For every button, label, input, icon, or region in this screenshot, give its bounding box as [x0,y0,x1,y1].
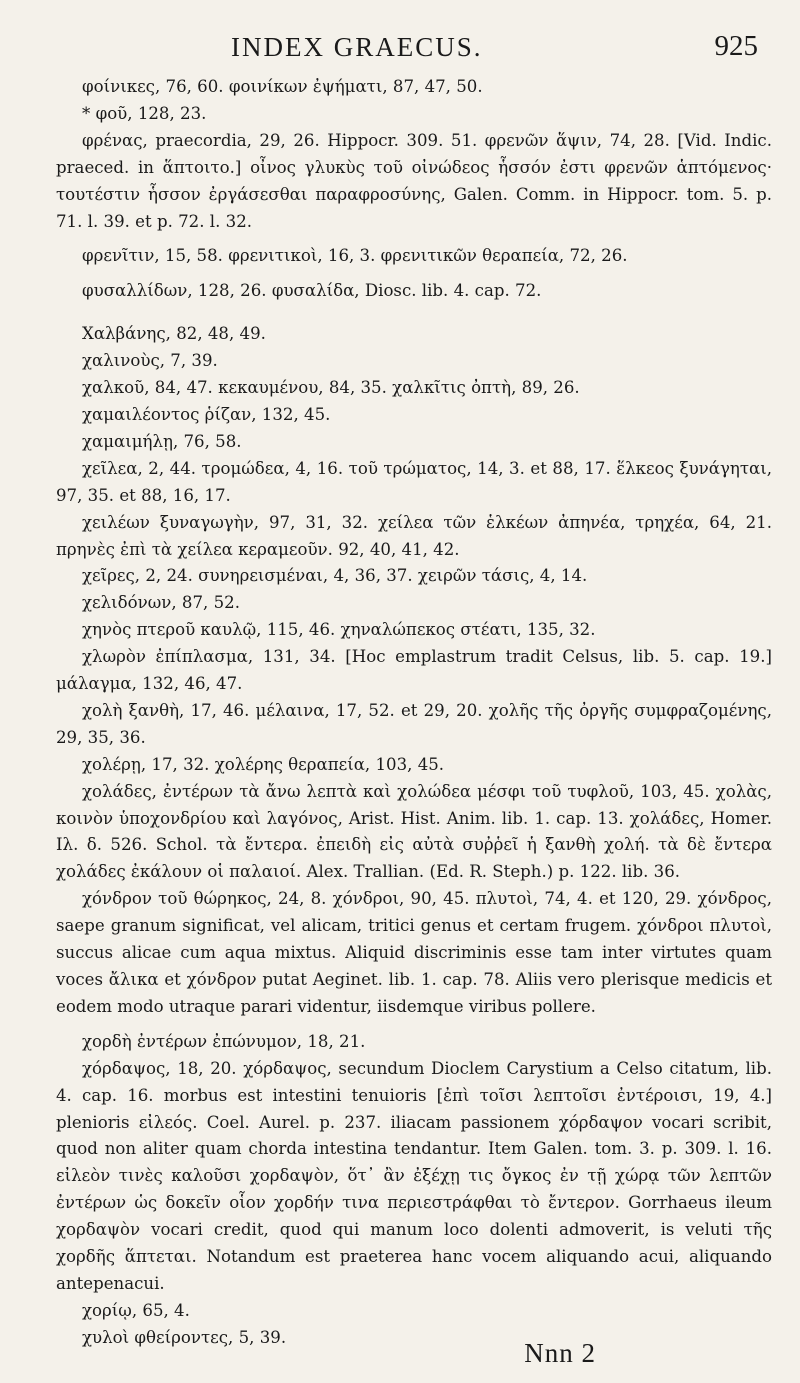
index-entry: χαλκοῦ, 84, 47. κεκαυμένου, 84, 35. χαλκῖτις ὀπτὴ, 89, 26. [82,378,580,398]
signature-mark: Nnn 2 [524,1338,596,1368]
index-entry: χυλοὶ φθείροντες, 5, 39. [82,1327,287,1347]
running-header [56,28,772,74]
index-entry: χολάδες, ἐντέρων τὰ ἄνω λεπτὰ καὶ χολώδεα μέσφι τοῦ τυφλοῦ, 103, 45. χολὰς, κοινὸν ὑποχονδρίου καὶ λαγόνος, Arist. Hist. Anim. lib. 1. cap. 13. χολάδες, Homer. Ιλ. δ. 526. Schol. τὰ ἔντερα. ἐπειδὴ εἰς αὐτὰ συῤῥεῖ ἡ ξανθὴ χολή. τὰ δὲ ἔντερα χολάδες ἐκάλουν οἱ παλαιοί. Alex. Trallian. (Ed. R. Steph.) p. 122. lib. 36. [56,781,772,882]
index-entry: χαμαιμήλῃ, 76, 58. [82,431,242,451]
index-entry: χολέρῃ, 17, 32. χολέρης θεραπεία, 103, 45. [82,754,445,774]
page-title: INDEX GRAECUS. [231,32,483,62]
index-entry: φοίνικες, 76, 60. φοινίκων ἐψήματι, 87, 47, 50. [82,77,483,96]
index-entry: φρενῖτιν, 15, 58. φρενιτικοὶ, 16, 3. φρενιτικῶν θεραπεία, 72, 26. [82,246,628,266]
index-entry: χειλέων ξυναγωγὴν, 97, 31, 32. χείλεα τῶν ἑλκέων ἀπηνέα, τρηχέα, 64, 21. πρηνὲς ἐπὶ τὰ χείλεα κεραμεοῦν. 92, 40, 41, 42. [56,512,772,559]
index-entry: φρένας, praecordia, 29, 26. Hippocr. 309. 51. φρενῶν ἅψιν, 74, 28. [Vid. Indic. praeced. in ἅπτοιτο.] οἶνος γλυκὺς τοῦ οἰνώδεος ἧσσόν ἐστι φρενῶν ἁπτόμενος· τουτέστιν ἧσσον ἐργάσεσθαι παραφροσύνης, Galen. Comm. in Hippocr. tom. 5. p. 71. l. 39. et p. 72. l. 32. [56,130,772,231]
index-entry: χελιδόνων, 87, 52. [82,593,240,613]
index-entry: χαμαιλέοντος ῥίζαν, 132, 45. [82,404,331,424]
index-entry: χόρδαψος, 18, 20. χόρδαψος, secundum Dioclem Carystium a Celso citatum, lib. 4. cap. 16. morbus est intestini tenuioris [ἐπὶ τοῖσι λεπτοῖσι ἐντέροισι, 19, 4.] plenioris εἰλεός. Coel. Aurel. p. 237. iliacam passionem χόρδαψον vocari scribit, quod non aliter quam chorda intestina tendantur. Item Galen. tom. 3. p. 309. l. 16. εἰλεὸν τινὲς καλοῦσι χορδαψὸν, ὅτ᾽ ἂν ἐξέχῃ τις ὄγκος ἐν τῇ χώρᾳ τῶν λεπτῶν ἐντέρων ὡς δοκεῖν οἷον χορδήν τινα περιεστράφθαι τὸ ἔντερον. Gorrhaeus ileum χορδαψὸν vocari credit, quod qui manum loco dolenti admoverit, is veluti τῆς χορδῆς ἅπτεται. Notandum est praeterea hanc vocem aliquando acui, aliquando antepenacui. [56,1058,772,1293]
index-entry: * φοῦ, 128, 23. [82,103,207,123]
index-entries [56,74,772,1352]
index-entry: χεῖλεα, 2, 44. τρομώδεα, 4, 16. τοῦ τρώματος, 14, 3. et 88, 17. ἕλκεος ξυνάγηται, 97, 35. et 88, 16, 17. [56,458,772,505]
index-entry: χηνὸς πτεροῦ καυλῷ, 115, 46. χηναλώπεκος στέατι, 135, 32. [82,620,596,640]
page-number: 925 [714,30,758,62]
index-entry: χορδὴ ἐντέρων ἐπώνυμον, 18, 21. [82,1031,366,1051]
index-entry: χεῖρες, 2, 24. συνηρεισμέναι, 4, 36, 37. χειρῶν τάσις, 4, 14. [82,566,588,586]
index-entry: Χαλβάνης, 82, 48, 49. [82,324,266,344]
index-entry: φυσαλλίδων, 128, 26. φυσαλίδα, Diosc. lib. 4. cap. 72. [82,281,542,301]
index-entry: χορίῳ, 65, 4. [82,1300,190,1320]
index-entry: χόνδρον τοῦ θώρηκος, 24, 8. χόνδροι, 90, 45. πλυτοὶ, 74, 4. et 120, 29. χόνδρος, saepe granum significat, vel alicam, tritici genus et certam frugem. χόνδροι πλυτοὶ, succus alicae cum aqua mixtus. Aliquid discriminis esse tam inter virtutes quam voces ἄλικα et χόνδρον putat Aeginet. lib. 1. cap. 78. Aliis vero plerisque medicis et eodem modo utraque parari videntur, iisdemque viribus pollere. [56,889,772,1016]
index-entry: χλωρὸν ἐπίπλασμα, 131, 34. [Hoc emplastrum tradit Celsus, lib. 5. cap. 19.] μάλαγμα, 132, 46, 47. [56,647,772,694]
index-entry: χολὴ ξανθὴ, 17, 46. μέλαινα, 17, 52. et 29, 20. χολῆς τῆς ὀργῆς συμφραζομένης, 29, 35, 36. [56,700,772,747]
index-entry: χαλινοὺς, 7, 39. [82,351,218,371]
